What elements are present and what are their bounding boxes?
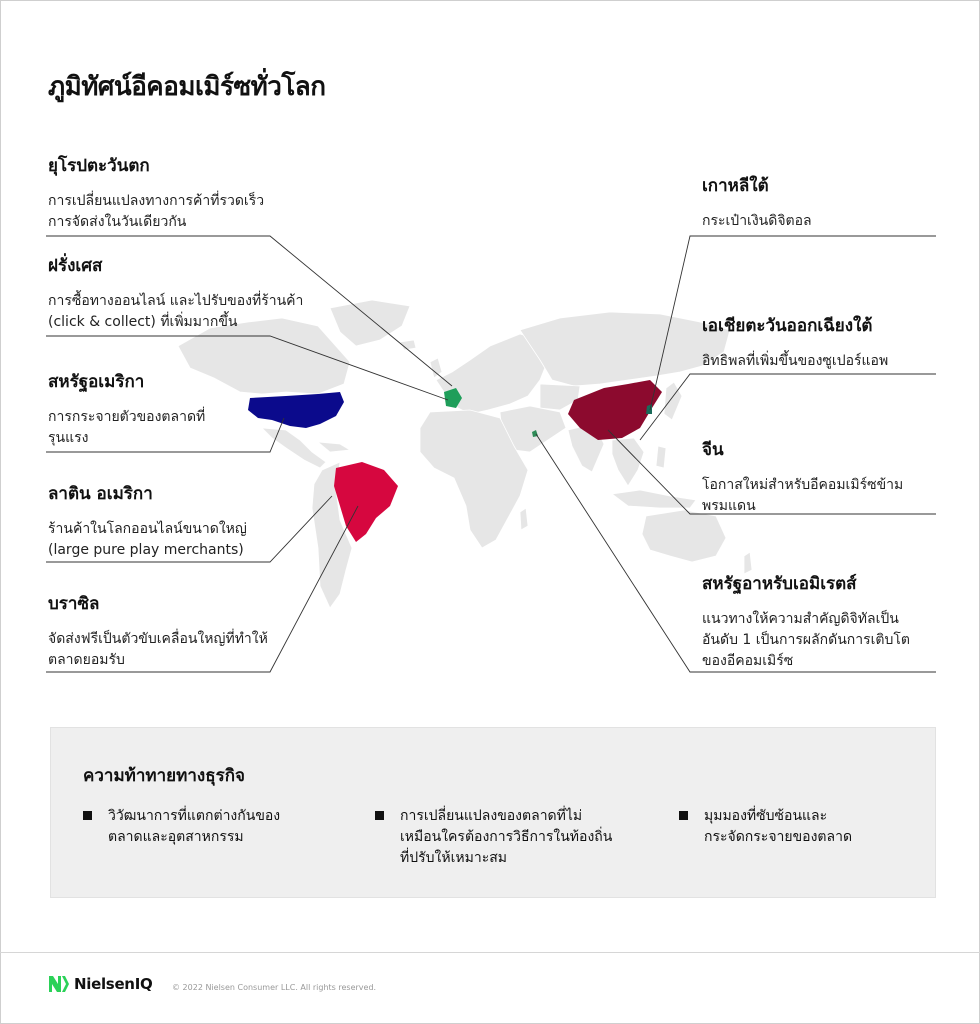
brand-name: NielsenIQ (74, 975, 153, 993)
russia-shape (520, 312, 730, 386)
challenge-item (375, 806, 620, 869)
region-description: ร้านค้าในโลกออนไลน์ขนาดใหญ่ (large pure play merchants) (48, 521, 247, 558)
madagascar-shape (520, 508, 528, 530)
challenges-title: ความท้าทายทางธุรกิจ (83, 766, 245, 786)
region-description: การเปลี่ยนแปลงทางการค้าที่รวดเร็ว การจัดส่งในวันเดียวกัน (48, 193, 265, 230)
connector-se-asia (640, 374, 936, 440)
region-description: อิทธิพลที่เพิ่มขึ้นของซูเปอร์แอพ (702, 353, 889, 369)
uk-shape (430, 358, 442, 378)
region-name: ฝรั่งเศส (48, 256, 103, 276)
region-name: จีน (702, 440, 724, 460)
australia-shape (642, 510, 726, 562)
region-name: บราซิล (48, 594, 100, 614)
region-name: ลาติน อเมริกา (48, 484, 153, 504)
business-challenges-panel (50, 727, 936, 898)
caribbean-shape (318, 442, 350, 452)
indonesia-shape (612, 490, 696, 508)
region-china (702, 436, 927, 517)
region-description: โอกาสใหม่สำหรับอีคอมเมิร์ซข้ามพรมแดน (702, 477, 904, 514)
region-description: การซื้อทางออนไลน์ และไปรับของที่ร้านค้า (click & collect) ที่เพิ่มมากขึ้น (48, 293, 304, 330)
region-france (48, 252, 310, 333)
region-name: สหรัฐอเมริกา (48, 372, 145, 392)
challenge-item (679, 806, 879, 848)
region-uae (702, 570, 934, 672)
region-brazil (48, 590, 273, 671)
challenge-text: วิวัฒนาการที่แตกต่างกันของตลาดและอุตสาหกรรม (108, 808, 281, 845)
page-title: ภูมิทัศน์อีคอมเมิร์ซทั่วโลก (48, 72, 326, 102)
region-description: กระเป๋าเงินดิจิตอล (702, 213, 812, 229)
region-name: เกาหลีใต้ (702, 176, 769, 196)
region-southeast-asia (702, 312, 932, 372)
footer-divider (0, 952, 980, 953)
region-name: สหรัฐอาหรับเอมิเรตส์ (702, 574, 857, 594)
region-description: แนวทางให้ความสำคัญดิจิทัลเป็นอันดับ 1 เป็นการผลักดันการเติบโตของอีคอมเมิร์ซ (702, 611, 911, 669)
usa-shape (248, 392, 344, 428)
square-bullet-icon (679, 811, 688, 820)
square-bullet-icon (375, 811, 384, 820)
region-latin-america (48, 480, 268, 561)
region-western-europe (48, 152, 288, 233)
region-name: เอเชียตะวันออกเฉียงใต้ (702, 316, 873, 336)
region-description: จัดส่งฟรีเป็นตัวขับเคลื่อนใหญ่ที่ทำให้ตลาดยอมรับ (48, 631, 268, 668)
region-usa (48, 368, 238, 449)
challenge-text: มุมมองที่ซับซ้อนและกระจัดกระจายของตลาด (704, 808, 853, 845)
region-description: การกระจายตัวของตลาดที่รุนแรง (48, 409, 206, 446)
square-bullet-icon (83, 811, 92, 820)
nielseniq-mark-icon (48, 974, 70, 994)
copyright-text: © 2022 Nielsen Consumer LLC. All rights reserved. (172, 983, 377, 992)
region-name: ยุโรปตะวันตก (48, 156, 150, 176)
philippines-shape (656, 446, 666, 468)
greenland-shape (330, 300, 410, 346)
nielseniq-logo (48, 974, 152, 994)
challenge-item (83, 806, 308, 848)
challenge-text: การเปลี่ยนแปลงของตลาดที่ไม่เหมือนใครต้องการวิธีการในท้องถิ่นที่ปรับให้เหมาะสม (400, 808, 613, 866)
region-south-korea (702, 172, 942, 232)
